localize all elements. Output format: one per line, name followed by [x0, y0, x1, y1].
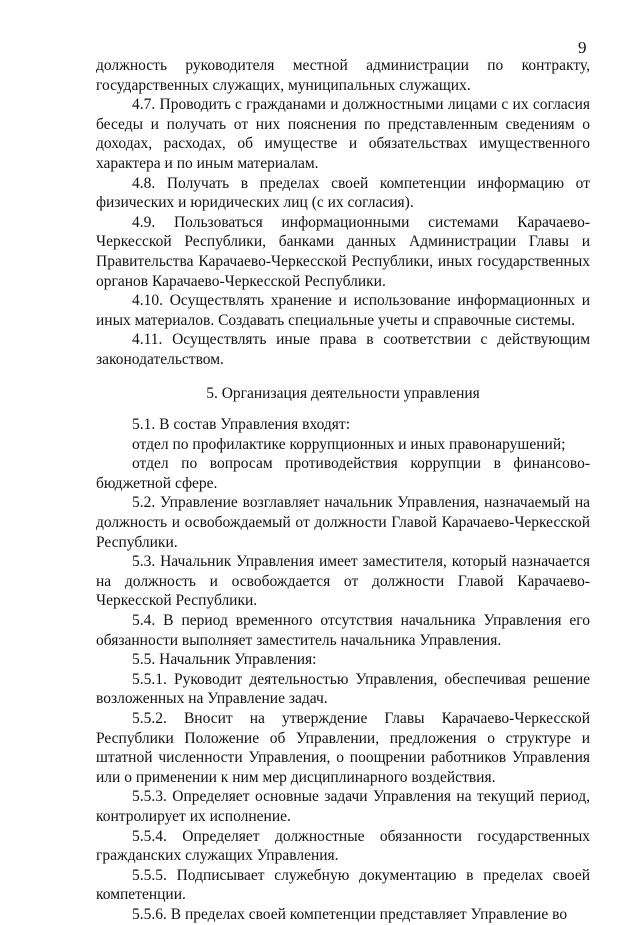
paragraph: 5.4. В период временного отсутствия начальника Управления его обязанности выполняет заместитель начальника Управления. [96, 612, 590, 649]
paragraph: 4.11. Осуществлять иные права в соответствии с действующим законодательством. [96, 331, 590, 368]
paragraph: 5.3. Начальник Управления имеет заместителя, который назначается на должность и освобождается от должности Главой Карачаево-Черкесской Республики. [96, 553, 590, 610]
page-number: 9 [578, 38, 587, 57]
paragraph: отдел по вопросам противодействия коррупции в финансово-бюджетной сфере. [96, 455, 590, 492]
document-body [96, 56, 590, 925]
section-heading: 5. Организация деятельности управления [206, 384, 480, 402]
paragraph: 5.5.4. Определяет должностные обязанности государственных гражданских служащих Управления. [96, 827, 590, 865]
paragraph: 5.2. Управление возглавляет начальник Управления, назначаемый на должность и освобождаемый от должности Главой Карачаево-Черкесской Республики. [96, 494, 590, 551]
paragraph: 4.7. Проводить с гражданами и должностными лицами с их согласия беседы и получать от них пояснения по представленным сведениям о доходах, расходах, об имуществе и обязательствах имущественного характера и по иным материалам. [96, 96, 590, 172]
paragraph: 4.8. Получать в пределах своей компетенции информацию от физических и юридических лиц (с их согласия). [96, 174, 590, 212]
paragraph: 5.1. В состав Управления входят: [132, 416, 351, 434]
paragraph: 5.5.6. В пределах своей компетенции представляет Управление во [132, 905, 568, 923]
paragraph: 4.10. Осуществлять хранение и использование информационных и иных материалов. Создавать специальные учеты и справочные системы. [96, 292, 590, 329]
paragraph: 5.5.2. Вносит на утверждение Главы Карачаево-Черкесской Республики Положение об Управлении, предложения о структуре и штатной численности Управления, о поощрении работников Управления или о применении к ним мер дисциплинарного воздействия. [96, 710, 590, 786]
paragraph: 5.5.5. Подписывает служебную документацию в пределах своей компетенции. [96, 866, 590, 904]
paragraph: 5.5.3. Определяет основные задачи Управления на текущий период, контролирует их исполнение. [96, 788, 590, 825]
paragraph: 4.9. Пользоваться информационными системами Карачаево-Черкесской Республики, банками данных Администрации Главы и Правительства Карачаево-Черкесской Республики, иных государственных органов Карачаево-Черкесской Республики. [96, 213, 590, 290]
paragraph: 5.5.1. Руководит деятельностью Управления, обеспечивая решение возложенных на Управление задач. [96, 670, 590, 708]
paragraph: должность руководителя местной администрации по контракту, государственных служащих, муниципальных служащих. [96, 57, 590, 94]
paragraph: 5.5. Начальник Управления: [132, 651, 317, 669]
paragraph: отдел по профилактике коррупционных и иных правонарушений; [132, 435, 566, 453]
